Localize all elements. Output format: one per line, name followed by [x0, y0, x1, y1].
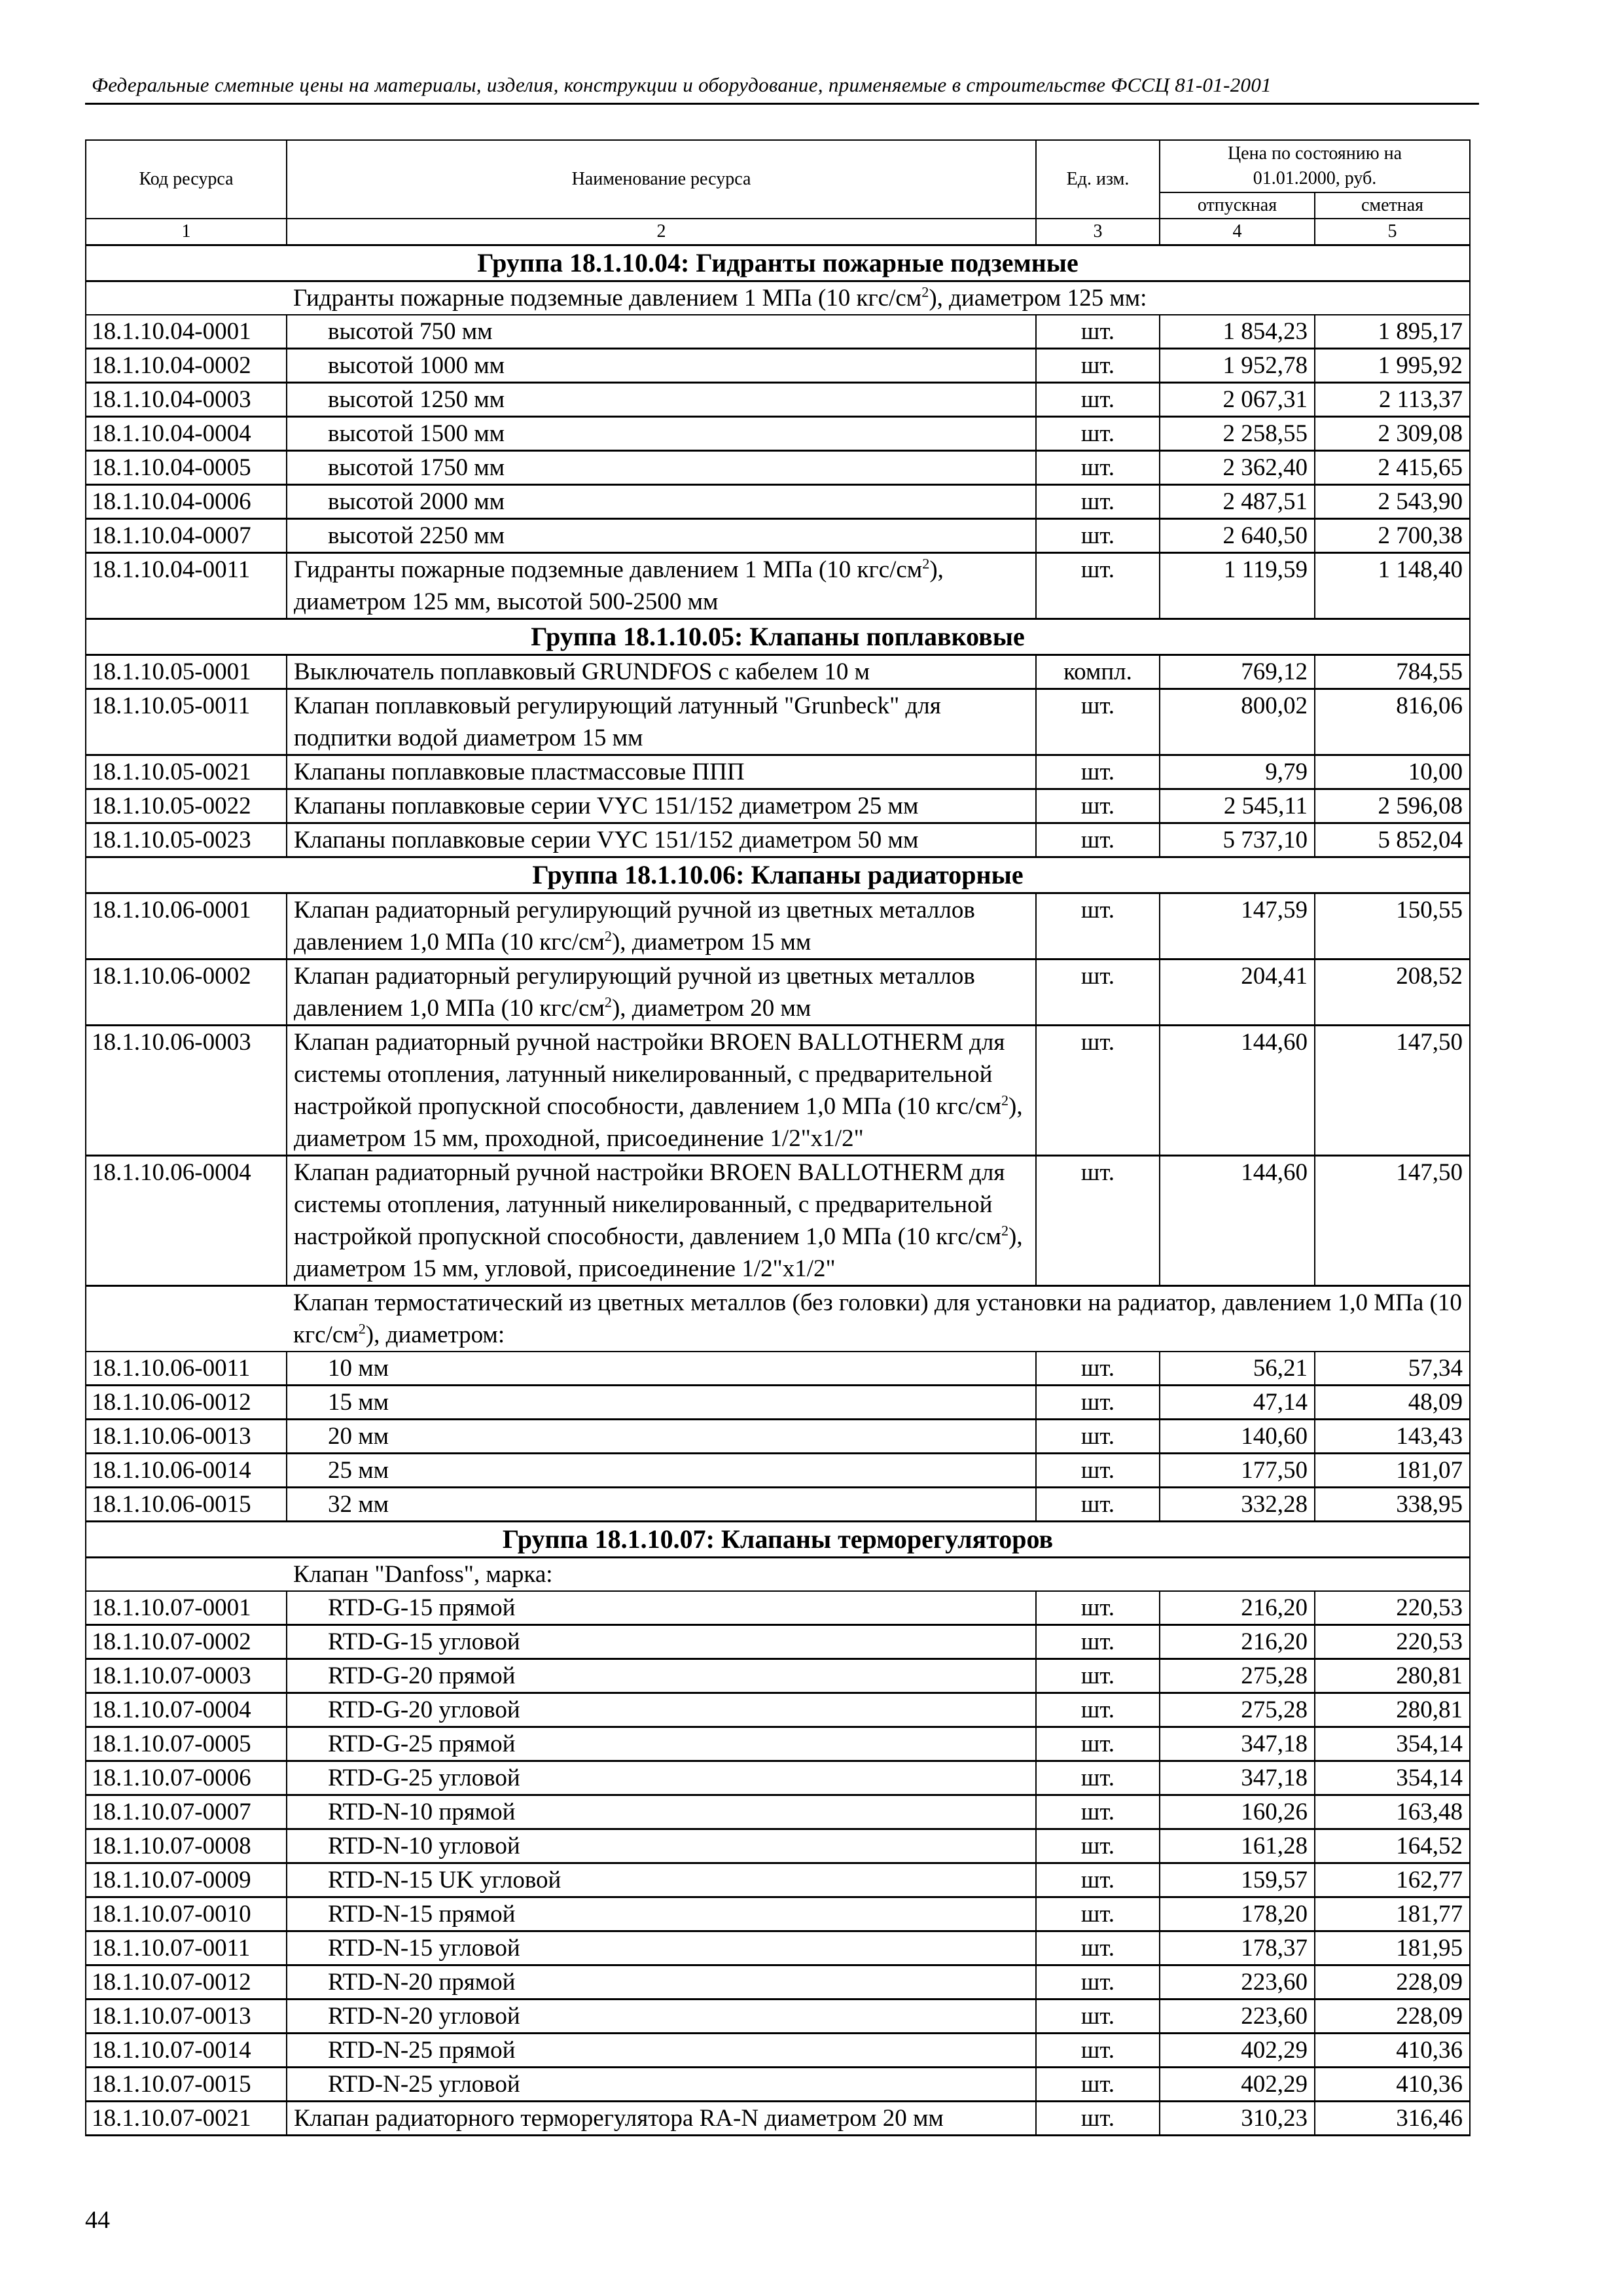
resource-name: Клапан радиаторный регулирующий ручной из цветных металлов давлением 1,0 МПа (10 кгс/$см^2$), диаметром 20 мм — [287, 960, 1036, 1026]
price-release: 204,41 — [1160, 960, 1315, 1026]
table-row — [86, 1625, 1470, 1659]
unit-of-measure: шт. — [1036, 553, 1160, 619]
price-release: 2 487,51 — [1160, 485, 1315, 519]
price-estimate: 2 309,08 — [1315, 417, 1470, 451]
running-head: Федеральные сметные цены на материалы, изделия, конструкции и оборудование, применяемые в строительстве ФССЦ 81-01-2001 — [92, 73, 1272, 96]
resource-code: 18.1.10.04-0002 — [86, 349, 287, 383]
price-release: 800,02 — [1160, 689, 1315, 755]
resource-code: 18.1.10.07-0003 — [86, 1659, 287, 1693]
price-release: 332,28 — [1160, 1488, 1315, 1522]
table-row — [86, 893, 1470, 960]
table-row — [86, 2068, 1470, 2102]
resource-name: RTD-N-25 прямой — [287, 2034, 1036, 2068]
price-estimate: 162,77 — [1315, 1863, 1470, 1897]
price-estimate: 48,09 — [1315, 1386, 1470, 1420]
resource-name: Клапаны поплавковые серии VYC 151/152 диаметром 25 мм — [287, 789, 1036, 823]
price-estimate: 147,50 — [1315, 1026, 1470, 1156]
price-release: 347,18 — [1160, 1761, 1315, 1795]
price-estimate: 2 113,37 — [1315, 383, 1470, 417]
price-release: 161,28 — [1160, 1829, 1315, 1863]
resource-name: высотой 1500 мм — [287, 417, 1036, 451]
price-estimate: 181,07 — [1315, 1454, 1470, 1488]
price-release: 1 952,78 — [1160, 349, 1315, 383]
resource-name: 15 мм — [287, 1386, 1036, 1420]
unit-of-measure: шт. — [1036, 1591, 1160, 1625]
table-row — [86, 1897, 1470, 1931]
price-release: 144,60 — [1160, 1026, 1315, 1156]
resource-code: 18.1.10.07-0001 — [86, 1591, 287, 1625]
table-row — [86, 383, 1470, 417]
resource-name: 32 мм — [287, 1488, 1036, 1522]
resource-name: RTD-N-10 угловой — [287, 1829, 1036, 1863]
unit-of-measure: шт. — [1036, 1488, 1160, 1522]
unit-of-measure: шт. — [1036, 1965, 1160, 2000]
unit-of-measure: шт. — [1036, 315, 1160, 349]
unit-of-measure: шт. — [1036, 1863, 1160, 1897]
price-release: 347,18 — [1160, 1727, 1315, 1761]
table-row — [86, 349, 1470, 383]
price-release: 1 854,23 — [1160, 315, 1315, 349]
table-row — [86, 2000, 1470, 2034]
resource-name: Клапан поплавковый регулирующий латунный "Grunbeck" для подпитки водой диаметром 15 мм — [287, 689, 1036, 755]
unit-of-measure: шт. — [1036, 2102, 1160, 2136]
unit-of-measure: шт. — [1036, 789, 1160, 823]
unit-of-measure: шт. — [1036, 1761, 1160, 1795]
price-estimate: 354,14 — [1315, 1761, 1470, 1795]
table-row — [86, 1693, 1470, 1727]
group-title: Группа 18.1.10.05: Клапаны поплавковые — [86, 619, 1470, 655]
resource-code: 18.1.10.07-0010 — [86, 1897, 287, 1931]
resource-name: Выключатель поплавковый GRUNDFOS с кабелем 10 м — [287, 655, 1036, 689]
price-release: 402,29 — [1160, 2034, 1315, 2068]
price-estimate: 228,09 — [1315, 2000, 1470, 2034]
price-estimate: 220,53 — [1315, 1591, 1470, 1625]
resource-code: 18.1.10.06-0002 — [86, 960, 287, 1026]
subgroup-note-row — [86, 1286, 1470, 1352]
price-estimate: 2 700,38 — [1315, 519, 1470, 553]
table-row — [86, 1659, 1470, 1693]
subgroup-note-row — [86, 281, 1470, 315]
price-release: 402,29 — [1160, 2068, 1315, 2102]
price-estimate: 181,77 — [1315, 1897, 1470, 1931]
price-table — [85, 139, 1471, 2136]
unit-of-measure: шт. — [1036, 1420, 1160, 1454]
column-number: 3 — [1036, 219, 1160, 245]
unit-of-measure: шт. — [1036, 1727, 1160, 1761]
resource-code: 18.1.10.06-0013 — [86, 1420, 287, 1454]
unit-of-measure: шт. — [1036, 1829, 1160, 1863]
resource-name: высотой 1750 мм — [287, 451, 1036, 485]
price-release: 56,21 — [1160, 1352, 1315, 1386]
table-row — [86, 1727, 1470, 1761]
group-header-row — [86, 857, 1470, 893]
unit-of-measure: шт. — [1036, 1659, 1160, 1693]
table-row — [86, 1829, 1470, 1863]
resource-code: 18.1.10.07-0012 — [86, 1965, 287, 2000]
note-spacer — [86, 1286, 287, 1352]
price-estimate: 1 995,92 — [1315, 349, 1470, 383]
price-release: 2 258,55 — [1160, 417, 1315, 451]
price-estimate: 164,52 — [1315, 1829, 1470, 1863]
unit-of-measure: шт. — [1036, 1454, 1160, 1488]
resource-name: RTD-G-20 прямой — [287, 1659, 1036, 1693]
price-release: 275,28 — [1160, 1693, 1315, 1727]
table-row — [86, 2034, 1470, 2068]
table-row — [86, 823, 1470, 857]
price-estimate: 10,00 — [1315, 755, 1470, 789]
unit-of-measure: шт. — [1036, 1156, 1160, 1286]
unit-of-measure: шт. — [1036, 451, 1160, 485]
price-estimate: 5 852,04 — [1315, 823, 1470, 857]
table-row — [86, 485, 1470, 519]
price-estimate: 280,81 — [1315, 1659, 1470, 1693]
price-estimate: 354,14 — [1315, 1727, 1470, 1761]
resource-name: RTD-N-15 UK угловой — [287, 1863, 1036, 1897]
header-name: Наименование ресурса — [287, 140, 1036, 219]
price-estimate: 57,34 — [1315, 1352, 1470, 1386]
subgroup-note: Клапан "Danfoss", марка: — [287, 1558, 1470, 1592]
table-row — [86, 655, 1470, 689]
resource-code: 18.1.10.05-0023 — [86, 823, 287, 857]
price-estimate: 316,46 — [1315, 2102, 1470, 2136]
unit-of-measure: шт. — [1036, 689, 1160, 755]
unit-of-measure: шт. — [1036, 2068, 1160, 2102]
resource-code: 18.1.10.07-0011 — [86, 1931, 287, 1965]
price-release: 9,79 — [1160, 755, 1315, 789]
resource-code: 18.1.10.04-0007 — [86, 519, 287, 553]
price-release: 144,60 — [1160, 1156, 1315, 1286]
unit-of-measure: компл. — [1036, 655, 1160, 689]
resource-name: высотой 2250 мм — [287, 519, 1036, 553]
resource-name: RTD-G-15 прямой — [287, 1591, 1036, 1625]
header-unit: Ед. изм. — [1036, 140, 1160, 219]
resource-name: высотой 2000 мм — [287, 485, 1036, 519]
resource-name: RTD-N-15 угловой — [287, 1931, 1036, 1965]
resource-name: Клапаны поплавковые пластмассовые ППП — [287, 755, 1036, 789]
unit-of-measure: шт. — [1036, 2000, 1160, 2034]
resource-code: 18.1.10.07-0009 — [86, 1863, 287, 1897]
price-estimate: 410,36 — [1315, 2068, 1470, 2102]
unit-of-measure: шт. — [1036, 2034, 1160, 2068]
resource-code: 18.1.10.07-0021 — [86, 2102, 287, 2136]
resource-name: RTD-G-20 угловой — [287, 1693, 1036, 1727]
unit-of-measure: шт. — [1036, 417, 1160, 451]
price-estimate: 410,36 — [1315, 2034, 1470, 2068]
table-row — [86, 789, 1470, 823]
resource-code: 18.1.10.04-0005 — [86, 451, 287, 485]
unit-of-measure: шт. — [1036, 1897, 1160, 1931]
resource-code: 18.1.10.06-0003 — [86, 1026, 287, 1156]
table-row — [86, 1156, 1470, 1286]
resource-name: Клапан радиаторный регулирующий ручной из цветных металлов давлением 1,0 МПа (10 кгс/$см^2$), диаметром 15 мм — [287, 893, 1036, 960]
column-number: 1 — [86, 219, 287, 245]
price-estimate: 150,55 — [1315, 893, 1470, 960]
price-release: 147,59 — [1160, 893, 1315, 960]
unit-of-measure: шт. — [1036, 1693, 1160, 1727]
subgroup-note: Гидранты пожарные подземные давлением 1 МПа (10 кгс/$см^2$), диаметром 125 мм: — [287, 281, 1470, 315]
price-release: 223,60 — [1160, 2000, 1315, 2034]
unit-of-measure: шт. — [1036, 1026, 1160, 1156]
subgroup-note-row — [86, 1558, 1470, 1592]
unit-of-measure: шт. — [1036, 1352, 1160, 1386]
resource-code: 18.1.10.06-0015 — [86, 1488, 287, 1522]
header-code: Код ресурса — [86, 140, 287, 219]
resource-code: 18.1.10.07-0008 — [86, 1829, 287, 1863]
price-estimate: 2 415,65 — [1315, 451, 1470, 485]
column-number-row — [86, 219, 1470, 245]
unit-of-measure: шт. — [1036, 1625, 1160, 1659]
column-number: 5 — [1315, 219, 1470, 245]
unit-of-measure: шт. — [1036, 823, 1160, 857]
table-row — [86, 689, 1470, 755]
resource-code: 18.1.10.05-0011 — [86, 689, 287, 755]
resource-code: 18.1.10.04-0001 — [86, 315, 287, 349]
group-title: Группа 18.1.10.07: Клапаны терморегуляторов — [86, 1522, 1470, 1558]
table-row — [86, 1965, 1470, 2000]
table-row — [86, 2102, 1470, 2136]
resource-name: RTD-N-20 прямой — [287, 1965, 1036, 2000]
resource-name: RTD-G-15 угловой — [287, 1625, 1036, 1659]
table-row — [86, 1386, 1470, 1420]
resource-code: 18.1.10.07-0004 — [86, 1693, 287, 1727]
price-release: 2 362,40 — [1160, 451, 1315, 485]
resource-code: 18.1.10.07-0013 — [86, 2000, 287, 2034]
table-row — [86, 1488, 1470, 1522]
subgroup-note: Клапан термостатический из цветных металлов (без головки) для установки на радиатор, давлением 1,0 МПа (10 кгс/$см^2$), диаметром: — [287, 1286, 1470, 1352]
price-estimate: 220,53 — [1315, 1625, 1470, 1659]
price-release: 2 640,50 — [1160, 519, 1315, 553]
resource-code: 18.1.10.04-0003 — [86, 383, 287, 417]
resource-name: 20 мм — [287, 1420, 1036, 1454]
table-row — [86, 1795, 1470, 1829]
resource-name: 25 мм — [287, 1454, 1036, 1488]
price-release: 178,20 — [1160, 1897, 1315, 1931]
unit-of-measure: шт. — [1036, 1386, 1160, 1420]
price-estimate: 280,81 — [1315, 1693, 1470, 1727]
unit-of-measure: шт. — [1036, 519, 1160, 553]
resource-code: 18.1.10.06-0004 — [86, 1156, 287, 1286]
price-estimate: 1 895,17 — [1315, 315, 1470, 349]
group-header-row — [86, 619, 1470, 655]
price-estimate: 1 148,40 — [1315, 553, 1470, 619]
unit-of-measure: шт. — [1036, 1931, 1160, 1965]
price-release: 1 119,59 — [1160, 553, 1315, 619]
resource-name: Клапан радиаторный ручной настройки BROEN BALLOTHERM для системы отопления, латунный никелированный, с предварительной настройкой пропускной способности, давлением 1,0 МПа (10 кгс/$см^2$), диаметром 15 мм, проходной, присоединение 1/2"x1/2" — [287, 1026, 1036, 1156]
resource-code: 18.1.10.04-0004 — [86, 417, 287, 451]
resource-code: 18.1.10.06-0011 — [86, 1352, 287, 1386]
price-release: 223,60 — [1160, 1965, 1315, 2000]
table-row — [86, 451, 1470, 485]
price-release: 216,20 — [1160, 1625, 1315, 1659]
price-estimate: 2 543,90 — [1315, 485, 1470, 519]
resource-name: RTD-N-25 угловой — [287, 2068, 1036, 2102]
resource-name: RTD-N-10 прямой — [287, 1795, 1036, 1829]
resource-name: Гидранты пожарные подземные давлением 1 МПа (10 кгс/$см^2$), диаметром 125 мм, высотой 500-2500 мм — [287, 553, 1036, 619]
price-release: 5 737,10 — [1160, 823, 1315, 857]
table-row — [86, 519, 1470, 553]
price-release: 769,12 — [1160, 655, 1315, 689]
resource-code: 18.1.10.05-0021 — [86, 755, 287, 789]
price-release: 216,20 — [1160, 1591, 1315, 1625]
table-row — [86, 755, 1470, 789]
resource-name: Клапаны поплавковые серии VYC 151/152 диаметром 50 мм — [287, 823, 1036, 857]
resource-code: 18.1.10.04-0011 — [86, 553, 287, 619]
price-estimate: 228,09 — [1315, 1965, 1470, 2000]
price-estimate: 163,48 — [1315, 1795, 1470, 1829]
table-row — [86, 417, 1470, 451]
resource-code: 18.1.10.06-0012 — [86, 1386, 287, 1420]
price-release: 275,28 — [1160, 1659, 1315, 1693]
price-estimate: 816,06 — [1315, 689, 1470, 755]
price-release: 2 545,11 — [1160, 789, 1315, 823]
price-estimate: 784,55 — [1315, 655, 1470, 689]
resource-code: 18.1.10.07-0015 — [86, 2068, 287, 2102]
unit-of-measure: шт. — [1036, 349, 1160, 383]
resource-name: RTD-N-15 прямой — [287, 1897, 1036, 1931]
resource-code: 18.1.10.06-0014 — [86, 1454, 287, 1488]
unit-of-measure: шт. — [1036, 960, 1160, 1026]
price-estimate: 181,95 — [1315, 1931, 1470, 1965]
table-row — [86, 960, 1470, 1026]
resource-name: высотой 750 мм — [287, 315, 1036, 349]
price-estimate: 338,95 — [1315, 1488, 1470, 1522]
price-estimate: 2 596,08 — [1315, 789, 1470, 823]
resource-code: 18.1.10.07-0002 — [86, 1625, 287, 1659]
table-row — [86, 1420, 1470, 1454]
table-row — [86, 1026, 1470, 1156]
resource-code: 18.1.10.05-0001 — [86, 655, 287, 689]
price-release: 140,60 — [1160, 1420, 1315, 1454]
table-row — [86, 1761, 1470, 1795]
resource-name: высотой 1000 мм — [287, 349, 1036, 383]
resource-code: 18.1.10.05-0022 — [86, 789, 287, 823]
unit-of-measure: шт. — [1036, 383, 1160, 417]
header-price-estimate: сметная — [1315, 192, 1470, 219]
header-rule — [85, 103, 1479, 105]
resource-name: Клапан радиаторный ручной настройки BROEN BALLOTHERM для системы отопления, латунный никелированный, с предварительной настройкой пропускной способности, давлением 1,0 МПа (10 кгс/$см^2$), диаметром 15 мм, угловой, присоединение 1/2"x1/2" — [287, 1156, 1036, 1286]
price-estimate: 208,52 — [1315, 960, 1470, 1026]
column-number: 4 — [1160, 219, 1315, 245]
resource-code: 18.1.10.07-0014 — [86, 2034, 287, 2068]
group-header-row — [86, 1522, 1470, 1558]
group-header-row — [86, 245, 1470, 281]
price-release: 178,37 — [1160, 1931, 1315, 1965]
unit-of-measure: шт. — [1036, 755, 1160, 789]
price-release: 159,57 — [1160, 1863, 1315, 1897]
resource-name: RTD-N-20 угловой — [287, 2000, 1036, 2034]
resource-name: Клапан радиаторного терморегулятора RA-N диаметром 20 мм — [287, 2102, 1036, 2136]
resource-code: 18.1.10.07-0005 — [86, 1727, 287, 1761]
price-release: 160,26 — [1160, 1795, 1315, 1829]
table-row — [86, 1454, 1470, 1488]
table-row — [86, 315, 1470, 349]
page-number: 44 — [85, 2206, 110, 2234]
unit-of-measure: шт. — [1036, 485, 1160, 519]
table-body — [86, 245, 1470, 2136]
resource-code: 18.1.10.07-0007 — [86, 1795, 287, 1829]
header-price-release: отпускная — [1160, 192, 1315, 219]
price-estimate: 147,50 — [1315, 1156, 1470, 1286]
unit-of-measure: шт. — [1036, 893, 1160, 960]
unit-of-measure: шт. — [1036, 1795, 1160, 1829]
column-number: 2 — [287, 219, 1036, 245]
group-title: Группа 18.1.10.06: Клапаны радиаторные — [86, 857, 1470, 893]
price-estimate: 143,43 — [1315, 1420, 1470, 1454]
note-spacer — [86, 281, 287, 315]
price-release: 310,23 — [1160, 2102, 1315, 2136]
resource-code: 18.1.10.07-0006 — [86, 1761, 287, 1795]
table-row — [86, 1352, 1470, 1386]
table-row — [86, 1591, 1470, 1625]
resource-name: высотой 1250 мм — [287, 383, 1036, 417]
header-price-group: Цена по состоянию на 01.01.2000, руб. — [1160, 140, 1470, 192]
resource-name: RTD-G-25 угловой — [287, 1761, 1036, 1795]
resource-name: 10 мм — [287, 1352, 1036, 1386]
table-row — [86, 1931, 1470, 1965]
resource-code: 18.1.10.04-0006 — [86, 485, 287, 519]
resource-name: RTD-G-25 прямой — [287, 1727, 1036, 1761]
group-title: Группа 18.1.10.04: Гидранты пожарные подземные — [86, 245, 1470, 281]
note-spacer — [86, 1558, 287, 1592]
table-row — [86, 1863, 1470, 1897]
price-release: 47,14 — [1160, 1386, 1315, 1420]
table-row — [86, 553, 1470, 619]
price-release: 177,50 — [1160, 1454, 1315, 1488]
resource-code: 18.1.10.06-0001 — [86, 893, 287, 960]
price-release: 2 067,31 — [1160, 383, 1315, 417]
